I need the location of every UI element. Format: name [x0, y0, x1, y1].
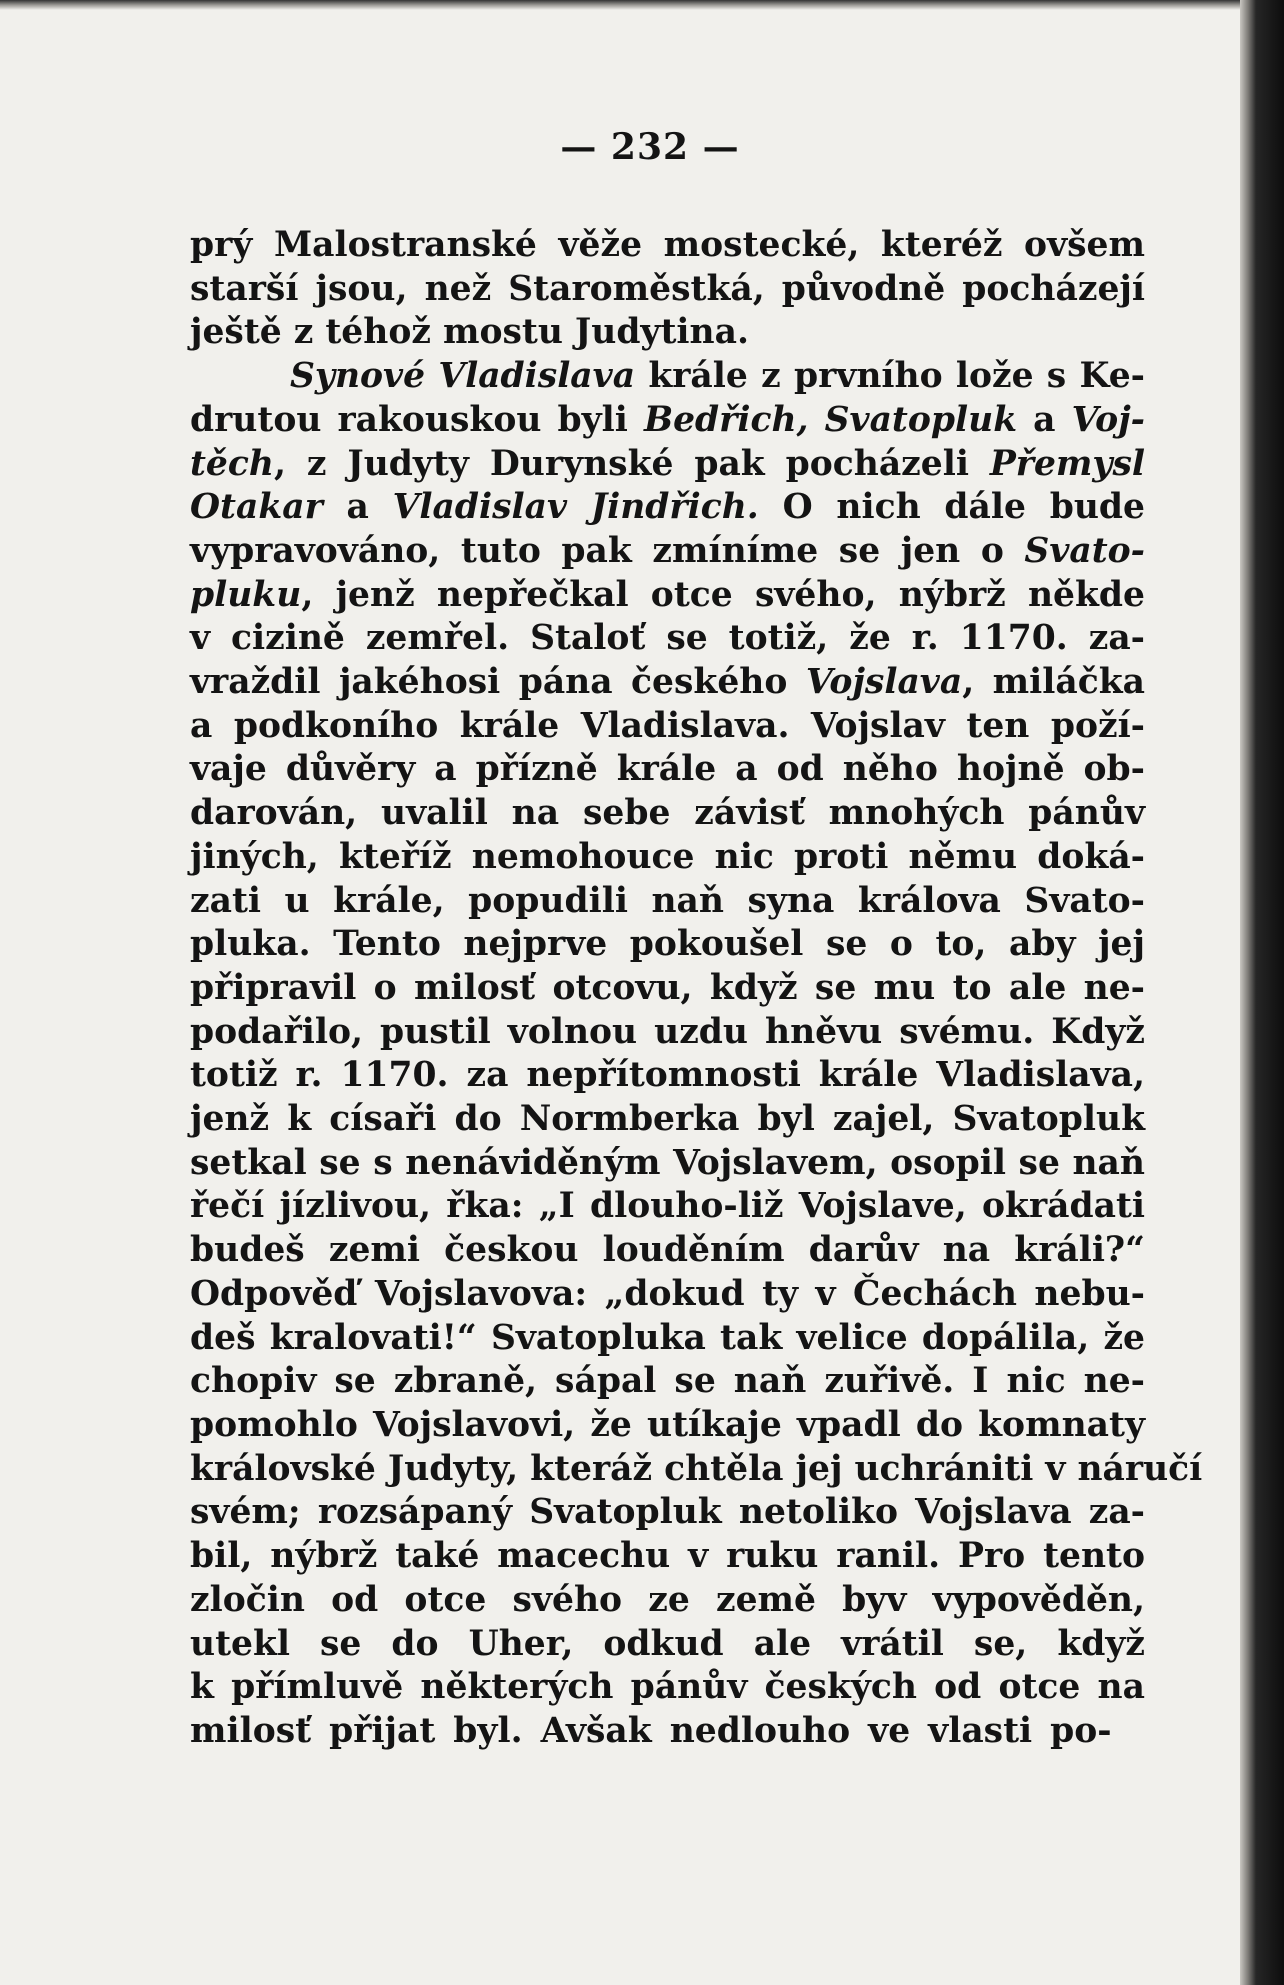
- text-line: [190, 1666, 1145, 1710]
- text-line: [190, 311, 1145, 355]
- text-line: [190, 355, 1145, 399]
- text-line: [190, 1273, 1145, 1317]
- text-line: [190, 1535, 1145, 1579]
- text-run: setkal se s nenáviděným Vojslavem, osopil se naň: [190, 1142, 1145, 1183]
- italic-name: těch: [190, 443, 274, 484]
- text-line: [190, 1404, 1145, 1448]
- text-line: [190, 661, 1145, 705]
- text-run: jenž k císaři do Normberka byl zajel, Svatopluk: [190, 1099, 1145, 1140]
- text-run: , miláčka: [962, 662, 1146, 703]
- text-line: [190, 705, 1145, 749]
- page-number: — 232 —: [560, 126, 740, 168]
- italic-name: Vladislav Jindřich.: [392, 487, 759, 528]
- text-run: , z Judyty Durynské pak pocházeli: [273, 443, 990, 484]
- text-run: zati u krále, popudili naň syna králova Svato-: [190, 880, 1145, 921]
- text-run: O nich dále bude: [758, 487, 1145, 528]
- text-run: chopiv se zbraně, sápal se naň zuřivě. I nic ne-: [190, 1361, 1145, 1402]
- text-line: [190, 967, 1145, 1011]
- text-line: [190, 530, 1145, 574]
- text-run: podařilo, pustil volnou uzdu hněvu svému. Když: [190, 1011, 1145, 1052]
- italic-name: Přemysl: [989, 443, 1145, 484]
- italic-name: Voj-: [1071, 399, 1145, 440]
- italic-name: Synové Vladislava: [290, 356, 636, 397]
- text-line: [190, 923, 1145, 967]
- text-run: milosť přijat byl. Avšak nedlouho ve vlasti po-: [190, 1710, 1112, 1751]
- text-run: totiž r. 1170. za nepřítomnosti krále Vladislava,: [190, 1055, 1145, 1096]
- text-run: a: [322, 487, 393, 528]
- text-run: vaje důvěry a přízně krále a od něho hojně ob-: [190, 749, 1145, 790]
- text-run: královské Judyty, kteráž chtěla jej uchrániti v náručí: [190, 1448, 1203, 1489]
- text-run: vypravováno, tuto pak zmíníme se jen o: [190, 530, 1025, 571]
- text-line: [190, 836, 1145, 880]
- text-line: [190, 1360, 1145, 1404]
- text-run: deš kralovati!“ Svatopluka tak velice dopálila, že: [190, 1317, 1145, 1358]
- text-run: drutou rakouskou byli: [190, 399, 644, 440]
- body-text: [190, 224, 1203, 1754]
- text-line: [190, 1098, 1145, 1142]
- text-run: budeš zemi českou louděním darův na králi?“: [190, 1230, 1145, 1271]
- text-line: [190, 486, 1145, 530]
- text-line: [190, 1491, 1145, 1535]
- text-run: bil, nýbrž také macechu v ruku ranil. Pro tento: [190, 1536, 1145, 1577]
- text-line: [190, 268, 1145, 312]
- text-run: prý Malostranské věže mostecké, kteréž ovšem: [190, 225, 1145, 265]
- text-line: [190, 792, 1145, 836]
- text-run: krále z prvního lože s Ke-: [635, 356, 1146, 397]
- book-spine-edge: [1240, 0, 1284, 1985]
- italic-name: Vojslava: [805, 662, 963, 703]
- text-run: pomohlo Vojslavovi, že utíkaje vpadl do komnaty: [190, 1404, 1145, 1445]
- text-line: [190, 880, 1145, 924]
- text-run: utekl se do Uher, odkud ale vrátil se, když: [190, 1623, 1145, 1664]
- text-run: řečí jízlivou, řka: „I dlouho-liž Vojslave, okrádati: [190, 1186, 1145, 1227]
- italic-name: pluku: [190, 574, 302, 615]
- text-line: [190, 1579, 1145, 1623]
- italic-name: Otakar: [190, 487, 323, 528]
- text-line: [190, 1448, 1203, 1492]
- italic-name: Svato-: [1024, 530, 1145, 571]
- text-line: [190, 224, 1145, 268]
- text-line: [190, 1054, 1145, 1098]
- text-line: [190, 1623, 1145, 1667]
- text-line: [190, 1142, 1145, 1186]
- page-top-edge: [0, 0, 1240, 10]
- text-line: [190, 1185, 1145, 1229]
- text-run: darován, uvalil na sebe závisť mnohých pánův: [190, 793, 1145, 834]
- italic-name: Bedřich, Svatopluk: [643, 399, 1018, 440]
- text-line: [190, 399, 1145, 443]
- text-run: jiných, kteříž nemohouce nic proti němu doká-: [190, 836, 1145, 877]
- text-line: [190, 617, 1145, 661]
- text-run: , jenž nepřečkal otce svého, nýbrž někde: [301, 574, 1145, 615]
- text-line: [190, 443, 1145, 487]
- text-run: a: [1017, 399, 1072, 440]
- text-run: svém; rozsápaný Svatopluk netoliko Vojslava za-: [190, 1492, 1145, 1533]
- text-run: připravil o milosť otcovu, když se mu to ale ne-: [190, 967, 1145, 1008]
- text-run: v cizině zemřel. Staloť se totiž, že r. 1170. za-: [190, 618, 1145, 659]
- text-run: pluka. Tento nejprve pokoušel se o to, aby jej: [190, 924, 1145, 965]
- text-run: starší jsou, než Staroměstká, původně pocházejí: [190, 268, 1145, 309]
- text-run: a podkoního krále Vladislava. Vojslav ten poží-: [190, 705, 1145, 746]
- text-run: Odpověď Vojslavova: „dokud ty v Čechách nebu-: [190, 1273, 1145, 1314]
- text-run: ještě z téhož mostu Judytina.: [190, 312, 749, 353]
- text-run: zločin od otce svého ze země byv vypověděn,: [190, 1579, 1145, 1620]
- text-line: [190, 1229, 1145, 1273]
- text-run: vraždil jakéhosi pána českého: [190, 662, 806, 703]
- text-line: [190, 1710, 1145, 1754]
- text-line: [190, 1011, 1145, 1055]
- text-line: [190, 1317, 1145, 1361]
- text-run: k přímluvě některých pánův českých od otce na: [190, 1667, 1145, 1708]
- text-line: [190, 748, 1145, 792]
- text-line: [190, 574, 1145, 618]
